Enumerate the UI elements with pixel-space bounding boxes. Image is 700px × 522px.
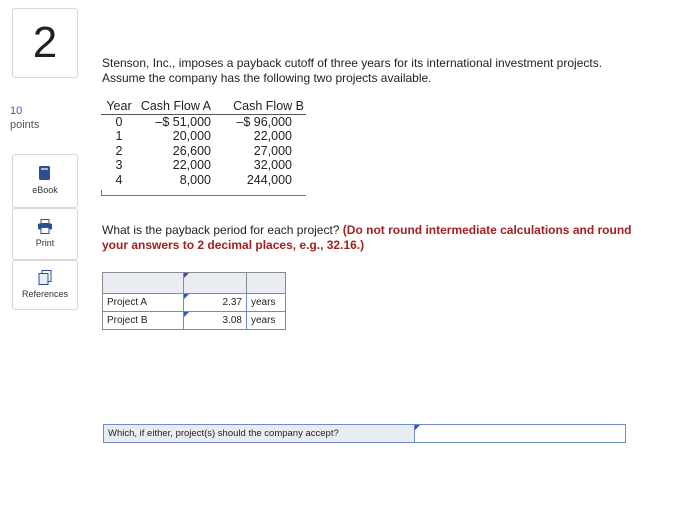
project-a-payback-input[interactable]: 2.37 [184,294,247,312]
year-cell: 3 [115,158,123,172]
question-number: 2 [12,8,78,78]
project-a-unit: years [247,294,286,312]
project-b-label: Project B [103,312,184,330]
year-cell: 0 [115,114,123,129]
points-indicator [10,104,39,132]
rounding-instruction: (Do not round intermediate calculations and round your answers to 2 decimal places, e.g., 32.16.) [102,223,632,252]
table-row [101,144,306,159]
cash-flow-b-cell: 32,000 [253,158,292,172]
question-text: What is the payback period for each project? [102,223,343,237]
table-row [101,114,306,129]
header-year: Year [101,99,137,114]
payback-question [102,223,642,253]
cash-flow-b-cell: 22,000 [253,129,292,143]
year-cell: 4 [115,172,123,187]
header-cash-flow-b: Cash Flow B [217,99,306,114]
accept-question-label: Which, if either, project(s) should the company accept? [104,425,415,442]
table-row [101,129,306,144]
cash-flow-b-cell: 244,000 [246,172,292,187]
print-button[interactable] [12,208,78,260]
table-row [101,158,306,173]
print-label: Print [35,238,55,248]
cash-flow-a-cell: 26,600 [172,143,211,158]
cash-flow-header-row [101,99,306,114]
accept-question-row [103,424,626,443]
points-label: points [10,119,40,131]
answer-table [102,272,286,330]
year-cell: 2 [115,143,123,158]
book-icon [38,165,52,181]
cash-flow-a-cell: 20,000 [172,129,211,143]
points-value: 10 [10,105,23,117]
project-b-payback-input[interactable]: 3.08 [184,312,247,330]
answer-header-cell [103,273,184,294]
table-row [101,173,306,188]
table-divider [101,190,306,196]
references-label: References [21,289,69,299]
printer-icon [37,219,53,234]
cash-flow-a-cell: 8,000 [179,172,211,187]
answer-header-cell [184,273,247,294]
answer-row-project-b [103,312,286,330]
problem-intro: Stenson, Inc., imposes a payback cutoff of three years for its international investment projects. Assume the company has the following two projects available. [102,56,603,85]
answer-header-row [103,273,286,294]
cash-flow-b-cell: –$ 96,000 [236,114,292,129]
answer-row-project-a [103,294,286,312]
answer-header-cell [247,273,286,294]
cash-flow-b-cell: 27,000 [253,143,292,158]
project-b-unit: years [247,312,286,330]
header-cash-flow-a: Cash Flow A [137,99,217,114]
cash-flow-table [101,99,306,196]
cash-flow-a-cell: 22,000 [172,158,211,172]
project-a-label: Project A [103,294,184,312]
references-icon [38,270,52,285]
ebook-label: eBook [32,185,58,195]
year-cell: 1 [115,129,123,143]
ebook-button[interactable] [12,154,78,208]
accept-answer-select[interactable] [415,425,625,442]
cash-flow-a-cell: –$ 51,000 [155,114,211,129]
references-button[interactable] [12,260,78,310]
